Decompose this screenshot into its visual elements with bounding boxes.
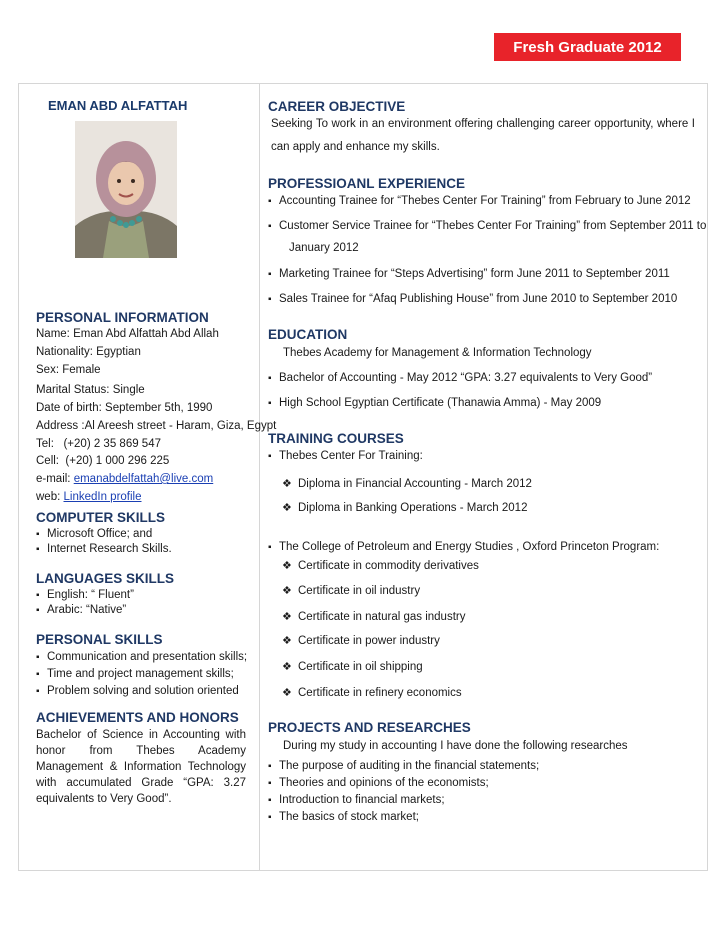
- project-item: ▪ Theories and opinions of the economists;: [268, 775, 539, 792]
- language-item: ▪ Arabic: “Native”: [36, 603, 260, 618]
- training-course: ❖ Diploma in Financial Accounting - March 2012: [282, 477, 532, 490]
- experience-continuation: January 2012: [289, 242, 359, 254]
- personal-info-heading: PERSONAL INFORMATION: [36, 310, 209, 325]
- personal-skills-heading: PERSONAL SKILLS: [36, 632, 163, 647]
- linkedin-link[interactable]: LinkedIn profile: [63, 491, 142, 503]
- training-provider-2: ▪ The College of Petroleum and Energy Studies , Oxford Princeton Program:: [268, 541, 659, 553]
- training-provider-1: ▪ Thebes Center For Training:: [268, 450, 423, 462]
- objective-line-1: Seeking To work in an environment offering challenging career opportunity, where I: [271, 118, 695, 130]
- personal-tel: Tel: (+20) 2 35 869 547: [36, 438, 161, 450]
- projects-intro: During my study in accounting I have done the following researches: [283, 740, 628, 752]
- email-label: e-mail:: [36, 473, 74, 485]
- achievements-text: Bachelor of Science in Accounting with honor from Thebes Academy Management & Information Technology with accumulated Grade “GPA: 3.27 equivalents to Very Good”.: [36, 729, 246, 805]
- experience-item: ▪ Customer Service Trainee for “Thebes Center For Training” from September 2011 to: [268, 220, 706, 232]
- experience-item: ▪ Sales Trainee for “Afaq Publishing House” from June 2010 to September 2010: [268, 293, 677, 305]
- personal-skill-item: ▪ Communication and presentation skills;: [36, 649, 260, 666]
- training-certificate: ❖ Certificate in power industry: [282, 634, 440, 647]
- education-item: ▪ Bachelor of Accounting - May 2012 “GPA: 3.27 equivalents to Very Good”: [268, 372, 652, 384]
- personal-name: Name: Eman Abd Alfattah Abd Allah: [36, 328, 219, 340]
- training-certificate: ❖ Certificate in refinery economics: [282, 686, 462, 699]
- fresh-graduate-badge: Fresh Graduate 2012: [494, 33, 681, 61]
- project-item: ▪ Introduction to financial markets;: [268, 792, 539, 809]
- candidate-name: EMAN ABD ALFATTAH: [48, 98, 188, 113]
- languages: [36, 588, 260, 618]
- projects-heading: PROJECTS AND RESEARCHES: [268, 720, 471, 735]
- training-certificate: ❖ Certificate in oil industry: [282, 584, 420, 597]
- personal-email-line: [36, 472, 260, 487]
- training-certificate: ❖ Certificate in commodity derivatives: [282, 559, 479, 572]
- training-heading: TRAINING COURSES: [268, 431, 404, 446]
- personal-sex: Sex: Female: [36, 364, 101, 376]
- personal-nationality: Nationality: Egyptian: [36, 346, 141, 358]
- personal-info: [36, 327, 277, 505]
- personal-dob: Date of birth: September 5th, 1990: [36, 402, 213, 414]
- personal-address: Address :Al Areesh street - Haram, Giza, Egypt: [36, 420, 277, 432]
- personal-skills: [36, 649, 260, 700]
- training-course: ❖ Diploma in Banking Operations - March 2012: [282, 501, 527, 514]
- personal-marital: Marital Status: Single: [36, 384, 145, 396]
- projects-list: [268, 758, 539, 826]
- personal-skill-item: ▪ Time and project management skills;: [36, 666, 260, 683]
- training-certificate: ❖ Certificate in natural gas industry: [282, 610, 465, 623]
- career-objective-heading: CAREER OBJECTIVE: [268, 99, 406, 114]
- computer-skill-item: ▪ Microsoft Office; and: [36, 527, 260, 542]
- web-label: web:: [36, 491, 64, 503]
- training-certificate: ❖ Certificate in oil shipping: [282, 660, 423, 673]
- education-school: Thebes Academy for Management & Information Technology: [283, 347, 592, 359]
- project-item: ▪ The basics of stock market;: [268, 809, 539, 826]
- experience-item: ▪ Accounting Trainee for “Thebes Center For Training” from February to June 2012: [268, 195, 691, 207]
- languages-heading: LANGUAGES SKILLS: [36, 571, 175, 586]
- language-item: ▪ English: “ Fluent”: [36, 588, 260, 603]
- computer-skills: [36, 527, 260, 557]
- personal-cell: Cell: (+20) 1 000 296 225: [36, 455, 170, 467]
- profile-photo: [75, 121, 177, 258]
- experience-heading: PROFESSIOANL EXPERIENCE: [268, 176, 466, 191]
- project-item: ▪ The purpose of auditing in the financial statements;: [268, 758, 539, 775]
- personal-web-line: [36, 490, 260, 505]
- personal-skill-item: ▪ Problem solving and solution oriented: [36, 683, 260, 700]
- computer-skill-item: ▪ Internet Research Skills.: [36, 542, 260, 557]
- email-link[interactable]: emanabdelfattah@live.com: [73, 473, 214, 485]
- experience-item: ▪ Marketing Trainee for “Steps Advertising” form June 2011 to September 2011: [268, 268, 670, 280]
- computer-skills-heading: COMPUTER SKILLS: [36, 510, 166, 525]
- achievements-heading: ACHIEVEMENTS AND HONORS: [36, 710, 239, 725]
- objective-line-2: can apply and enhance my skills.: [271, 141, 440, 153]
- education-heading: EDUCATION: [268, 327, 348, 342]
- education-item: ▪ High School Egyptian Certificate (Thanawia Amma) - May 2009: [268, 397, 601, 409]
